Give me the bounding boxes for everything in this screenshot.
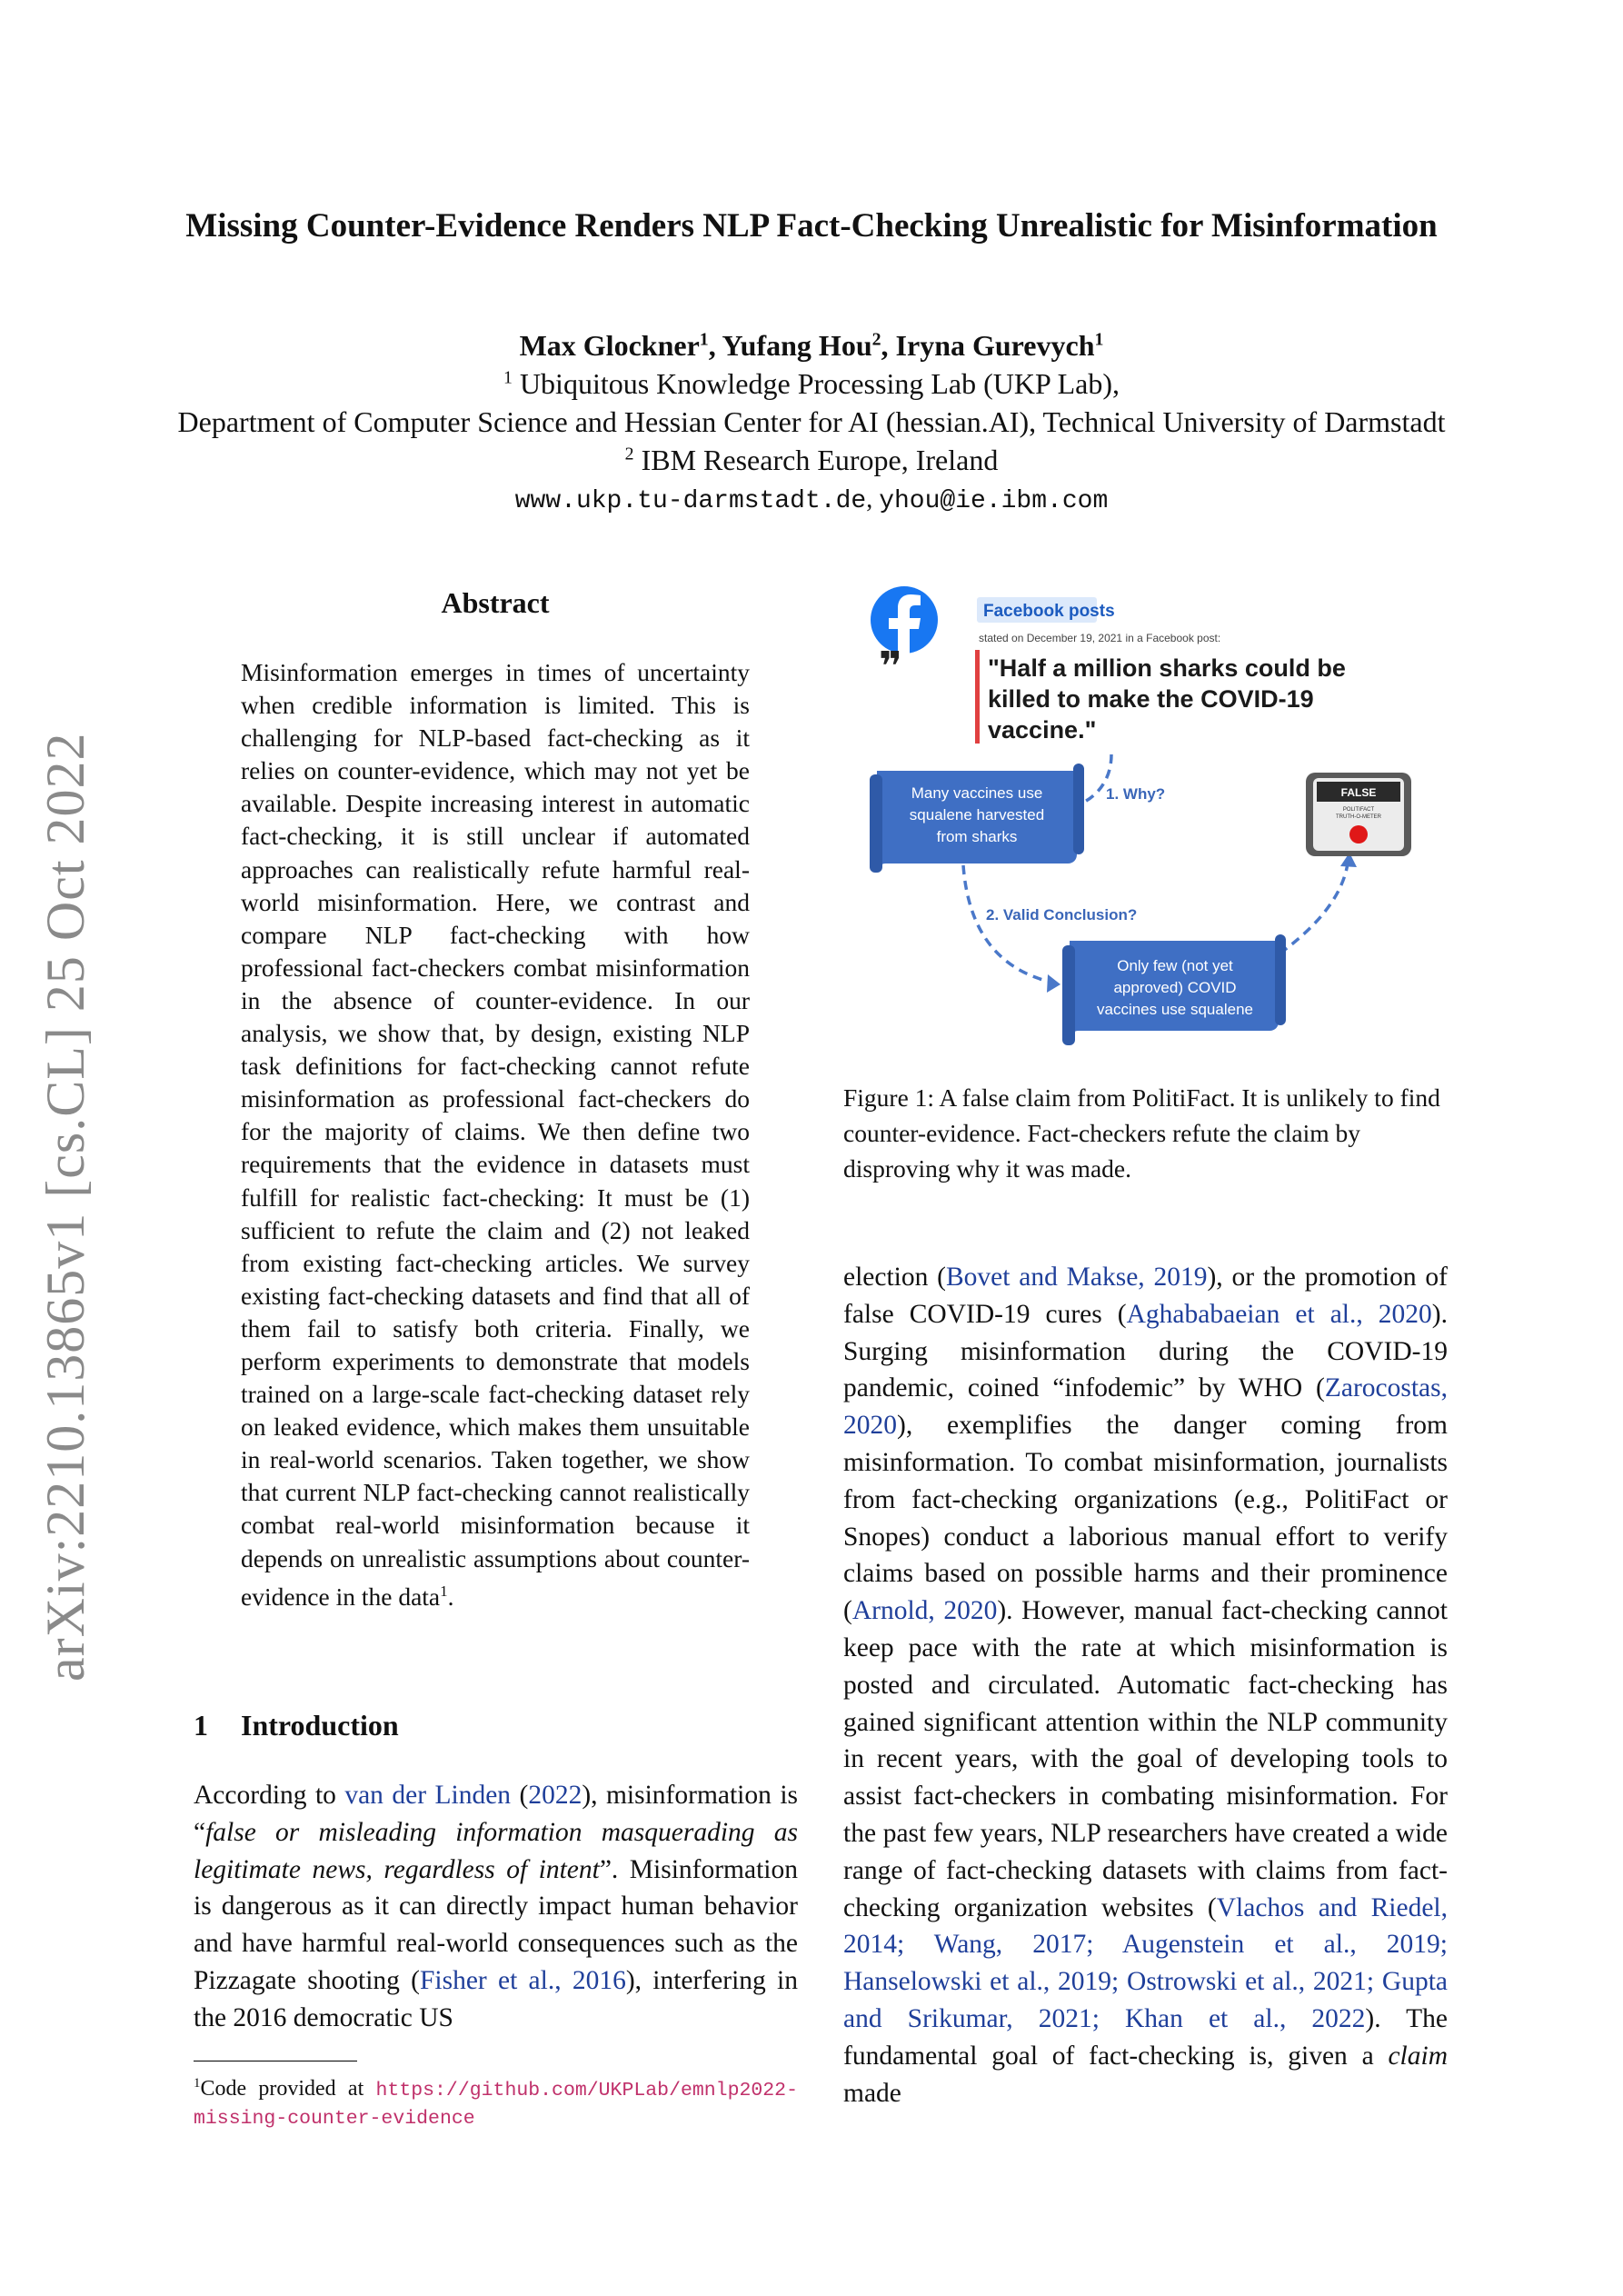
- text-run: According to: [194, 1781, 345, 1810]
- footnote-mark: 1: [194, 2076, 201, 2091]
- figure-1-illustration: [868, 582, 1422, 1068]
- quote-icon: ❞: [879, 644, 902, 689]
- text-run: election (: [843, 1263, 946, 1292]
- affiliation-2: [73, 444, 1550, 477]
- affiliation-text: IBM Research Europe, Ireland: [641, 444, 999, 476]
- abstract-body: Misinformation emerges in times of uncertainty when credible information is limited. This is challenging for NLP-based fact-checking as it relies on counter-evidence, which may not yet be available. Despite increasing interest in automatic fact-checking, it is still unclear if automated approaches can realistically refute harmful real-world misinformation. Here, we contrast and compare NLP fact-checking with how professional fact-checkers combat misinformation in the absence of counter-evidence. In our analysis, we show that, by design, existing NLP task definitions for fact-checking cannot refute misinformation as professional fact-checkers do for the majority of claims. We then define two requirements that the evidence in datasets must fulfill for realistic fact-checking: It must be (1) sufficient to refute the claim and (2) not leaked from existing fact-checking articles. We survey existing fact-checking datasets and find that all of them fail to satisfy both criteria. Finally, we perform experiments to demonstrate that models trained on a large-scale fact-checking dataset rely on leaked evidence, which makes them unsuitable in real-world scenarios. Taken together, we show that current NLP fact-checking cannot realistically combat real-world misinformation because it depends on unrealistic assumptions about counter-evidence in the data: [241, 658, 750, 1611]
- claim-bar: [975, 650, 980, 744]
- stated-line: stated on December 19, 2021 in a Facebook post:: [979, 632, 1221, 644]
- footnote-text: Code provided at: [200, 2077, 376, 2101]
- author-affiliation-mark: 2: [871, 329, 881, 350]
- definition-quote: false or misleading information masquerading as legitimate news, regardless of intent: [194, 1817, 798, 1884]
- citation-link[interactable]: Aghababaeian et al., 2020: [1126, 1299, 1432, 1329]
- reason-line-1: Many vaccines use: [911, 784, 1043, 802]
- citation-link[interactable]: Arnold, 2020: [851, 1596, 998, 1626]
- affiliation-1-department: Department of Computer Science and Hessian Center for AI (hessian.AI), Technical University of Darmstadt: [177, 405, 1446, 438]
- citation-link[interactable]: Zarocostas, 2020: [843, 1373, 1448, 1441]
- affiliation-text: Ubiquitous Knowledge Processing Lab (UKP Lab),: [519, 367, 1120, 400]
- text-run: ”. Misinformation is dangerous as it can directly impact human behavior and have harmful real-world consequences such as the Pizzagate shooting (: [194, 1854, 798, 1995]
- figure-1-caption: Figure 1: A false claim from PolitiFact. It is unlikely to find counter-evidence. Fact-checkers refute the claim by disproving why it was made.: [843, 1083, 1440, 1183]
- text-run: ), interfering in the 2016 democratic US: [194, 1965, 798, 2032]
- abstract-text: [241, 656, 750, 1613]
- contact-line: www.ukp.tu-darmstadt.de, yhou@ie.ibm.com: [514, 485, 1109, 515]
- claim-line-1: "Half a million sharks could be: [988, 654, 1346, 682]
- step-2-label: 2. Valid Conclusion?: [986, 906, 1138, 923]
- text-run: ). Surging misinformation during the COVID-19 pandemic, coined “infodemic” by WHO (: [843, 1299, 1448, 1403]
- meter-sub-1: POLITIFACT: [1342, 807, 1375, 813]
- author-list: Max Glockner$^1$, Yufang Hou$^2$, Iryna Gurevych$^1$: [519, 329, 1104, 362]
- affiliation-mark: 1: [503, 367, 513, 388]
- intro-paragraph-left: [194, 1777, 798, 2037]
- author-affiliation-mark: 1: [699, 329, 709, 350]
- counter-line-2: approved) COVID: [1113, 979, 1237, 996]
- author-affiliation-mark: 1: [1094, 329, 1104, 350]
- affiliation-mark: 2: [624, 444, 634, 464]
- intro-paragraph-right: [843, 1259, 1448, 2111]
- step-1-label: 1. Why?: [1106, 785, 1166, 803]
- section-heading-introduction: [194, 1709, 399, 1742]
- claim-line-2: killed to make the COVID-19: [988, 685, 1314, 713]
- reason-line-2: squalene harvested: [909, 806, 1045, 824]
- counter-line-1: Only few (not yet: [1117, 957, 1233, 974]
- meter-verdict: FALSE: [1340, 786, 1377, 799]
- citation-link[interactable]: Vlachos and Riedel, 2014; Wang, 2017; Augenstein et al., 2019; Hanselowski et al., 2019; Ostrowski et al., 2021; Gupta and Srikumar, 2021; Khan et al., 2022: [843, 1892, 1448, 2033]
- counter-line-3: vaccines use squalene: [1096, 1001, 1254, 1018]
- claim-line-3: vaccine.": [988, 716, 1097, 744]
- website-link[interactable]: www.ukp.tu-darmstadt.de: [514, 487, 867, 515]
- arxiv-identifier: arXiv:2210.13865v1 [cs.CL] 25 Oct 2022: [35, 732, 95, 1682]
- reason-line-3: from sharks: [936, 828, 1018, 845]
- abstract-end: .: [447, 1582, 454, 1611]
- text-run: ). However, manual fact-checking cannot keep pace with the rate at which misinformation is posted and circulated. Automatic fact-checking has gained significant attention within the NLP community in recent years, with the goal of developing tools to assist fact-checkers in combating misinformation. For the past few years, NLP researchers have created a wide range of fact-checking datasets with claims from fact-checking organization websites (: [843, 1596, 1448, 1922]
- text-run: ), or the promotion of false COVID-19 cures (: [843, 1263, 1448, 1329]
- text-run: made: [843, 2078, 901, 2108]
- text-run: ). The fundamental goal of fact-checking is, given a: [843, 2003, 1449, 2071]
- text-run: ), misinformation is “: [194, 1781, 799, 1847]
- text-run: ), exemplifies the danger coming from misinformation. To combat misinformation, journalists from fact-checking organizations (e.g., PolitiFact or Snopes) conduct a laborious manual effort to verify claims based on possible harms and their prominence (: [843, 1411, 1448, 1626]
- emphasis: claim: [1388, 2041, 1448, 2071]
- citation-link[interactable]: 2022: [528, 1781, 582, 1810]
- citation-link[interactable]: van der Linden: [344, 1781, 512, 1810]
- conclusion-arrow: [963, 865, 1050, 982]
- citation-link[interactable]: Fisher et al., 2016: [419, 1965, 626, 1995]
- code-url-link[interactable]: https://github.com/UKPLab/emnlp2022-missing-counter-evidence: [194, 2080, 798, 2130]
- abstract-heading: Abstract: [441, 586, 550, 619]
- source-label: Facebook posts: [983, 602, 1115, 621]
- footnote: [194, 2071, 798, 2132]
- affiliation-1: [73, 367, 1550, 401]
- paper-title: Missing Counter-Evidence Renders NLP Fact-Checking Unrealistic for Misinformation: [185, 207, 1438, 245]
- author-name: Max Glockner: [519, 329, 700, 362]
- conclusion-arrowhead: [1047, 974, 1060, 993]
- author-name: Iryna Gurevych: [895, 329, 1095, 362]
- citation-link[interactable]: Bovet and Makse, 2019: [946, 1263, 1208, 1292]
- text-run: (: [511, 1781, 529, 1810]
- section-title: Introduction: [241, 1709, 399, 1742]
- email-link[interactable]: yhou@ie.ibm.com: [879, 487, 1109, 515]
- section-number: 1: [194, 1709, 208, 1742]
- author-name: Yufang Hou: [722, 329, 872, 362]
- meter-sub-2: TRUTH-O-METER: [1336, 814, 1381, 820]
- footnote-mark[interactable]: 1: [440, 1582, 448, 1600]
